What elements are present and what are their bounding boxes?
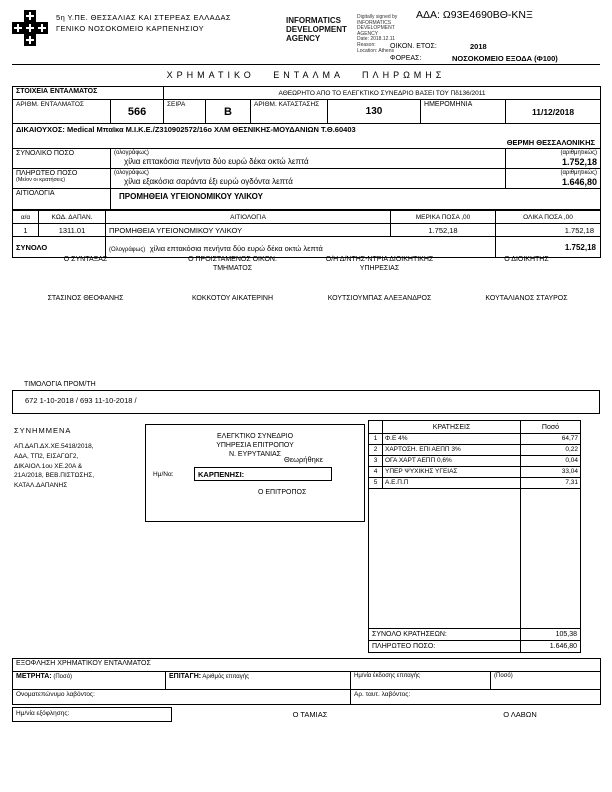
cash-amount-label: (Ποσό) (53, 674, 73, 680)
deductions-spacer-row (369, 489, 581, 629)
deductions-payable-row (369, 641, 581, 653)
fiscal-year-label: ΟΙΚΟΝ. ΕΤΟΣ: (390, 43, 437, 50)
audit-date-label: Ημ/Να: (153, 471, 174, 478)
deductions-spacer-amount-cell (521, 489, 581, 629)
deduction-no: 5 (369, 478, 383, 489)
deduction-no: 2 (369, 445, 383, 456)
total-amount-words-cell (111, 149, 506, 169)
signature-name: ΚΟΚΚΟΤΟΥ ΑΙΚΑΤΕΡΙΝΗ (191, 295, 274, 302)
item-aa: 1 (13, 224, 39, 237)
attachment-line: ΔΙΚΑΙΟΛ.1ου ΧΕ.20Α & (14, 462, 83, 470)
audit-office-line2: ΥΠΗΡΕΣΙΑ ΕΠΙΤΡΟΠΟΥ (216, 442, 294, 449)
total-amount-figures: 1.752,18 (561, 157, 598, 167)
audit-place-value: ΚΑΡΠΕΝΗΣΙ: (198, 470, 245, 479)
attachment-line: ΑΠ.ΔΑΠ.ΔΧ.ΧΕ.5418/2018, (14, 443, 94, 450)
deduction-label: Φ.Ε 4% (383, 434, 521, 445)
total-amount-words: χίλια επτακόσια πενήντα δύο ευρώ δέκα οκτώ λεπτά (124, 157, 309, 166)
beneficiary-label: ΔΙΚΑΙΟΥΧΟΣ: (16, 125, 65, 134)
deductions-table (368, 420, 581, 653)
organization-name-line1: 5η Υ.ΠΕ. ΘΕΣΣΑΛΙΑΣ ΚΑΙ ΣΤΕΡΕΑΣ ΕΛΛΑΔΑΣ (56, 13, 231, 22)
items-sum-amount: 1.752,18 (496, 237, 601, 258)
invoices-label: ΤΙΜΟΛΟΓΙΑ ΠΡΟΜ/ΤΗ (24, 381, 96, 388)
signature-detail-line: DEVELOPMENT AGENCY (357, 25, 395, 37)
payable-amount-figures-cell (506, 169, 601, 189)
items-header-total: ΟΛΙΚΑ ΠΟΣΑ ,00 (496, 211, 601, 224)
items-header-aa: α/α (13, 211, 39, 224)
deductions-total-value: 105,38 (521, 629, 581, 641)
organization-name-line2: ΓΕΝΙΚΟ ΝΟΣΟΚΟΜΕΙΟ ΚΑΡΠΕΝΗΣΙΟΥ (56, 24, 205, 33)
warrant-details-table (12, 86, 601, 210)
items-header-row (13, 211, 601, 224)
signature-column-admin-director (306, 256, 453, 302)
signature-column-governor (453, 256, 600, 302)
commissioner-label: Ο ΕΠΙΤΡΟΠΟΣ (258, 489, 307, 496)
payee-name-label: Ονοματεπώνυμο λαβόντος: (13, 690, 351, 705)
reason-value: ΠΡΟΜΗΘΕΙΑ ΥΓΕΙΟΝΟΜΙΚΟΥ ΥΛΙΚΟΥ (111, 189, 601, 210)
settlement-table (12, 658, 601, 705)
entity-label: ΦΟΡΕΑΣ: (390, 55, 422, 62)
deduction-label: Α.Ε.Π.Π (383, 478, 521, 489)
total-amount-figures-cell (506, 149, 601, 169)
attachment-line: ΚΑΤΑΛ.ΔΑΠΑΝΗΣ (14, 482, 68, 490)
fiscal-year-value: 2018 (470, 42, 487, 51)
payable-amount-figures: 1.646,80 (561, 177, 598, 187)
items-sum-words: χίλια επτακόσια πενήντα δύο ευρώ δέκα οκτώ λεπτά (149, 244, 323, 253)
deduction-label: ΥΠΕΡ ΨΥΧΙΚΗΣ ΥΓΕΙΑΣ (383, 467, 521, 478)
deduction-amount: 33,04 (521, 467, 581, 478)
deduction-row (369, 456, 581, 467)
beneficiary-city: ΘΕΡΜΗ ΘΕΣΣΑΛΟΝΙΚΗΣ (506, 138, 596, 147)
deduction-row (369, 467, 581, 478)
deduction-amount: 0,22 (521, 445, 581, 456)
in-words-label: (ολογράφως) (114, 170, 149, 176)
warrant-number-label: ΑΡΙΘΜ. ΕΝΤΑΛΜΑΤΟΣ (13, 100, 111, 124)
signature-title: Ο ΣΥΝΤΑΞΑΣ (63, 256, 108, 263)
ada-label: ΑΔΑ: (416, 9, 440, 21)
deductions-payable-value: 1.646,80 (521, 641, 581, 653)
in-figures-label: (αριθμητικώς) (560, 170, 598, 176)
signature-name: ΣΤΑΣΙΝΟΣ ΘΕΟΦΑΝΗΣ (47, 295, 124, 302)
items-header-reason: ΑΙΤΙΟΛΟΓΙΑ (106, 211, 391, 224)
series-label: ΣΕΙΡΑ (164, 100, 206, 124)
signature-title: Ο/Η Δ/ΝΤΗΣ-ΝΤΡΙΑ ΔΙΟΙΚΗΤΙΚΗΣ ΥΠΗΡΕΣΙΑΣ (325, 256, 434, 272)
payable-amount-words: χίλια εξακόσια σαράντα έξι ευρώ ογδόντα λεπτά (124, 177, 293, 186)
signature-title: Ο ΠΡΟΙΣΤΑΜΕΝΟΣ ΟΙΚΟΝ. ΤΜΗΜΑΤΟΣ (188, 256, 277, 272)
deductions-header: ΚΡΑΤΗΣΕΙΣ (383, 421, 521, 434)
digital-signature-agency: INFORMATICS DEVELOPMENT AGENCY (286, 16, 347, 43)
warrant-section-label: ΣΤΟΙΧΕΙΑ ΕΝΤΑΛΜΑΤΟΣ (13, 87, 164, 100)
deductions-amount-header: Ποσό (521, 421, 581, 434)
deduction-label: ΧΑΡΤΟΣΗ. ΕΠΙ ΑΕΠΠ 3% (383, 445, 521, 456)
signature-detail-line: Digitally signed by (357, 14, 398, 20)
signature-column-finance-head (159, 256, 306, 302)
audit-office-line3: Ν. ΕΥΡΥΤΑΝΙΑΣ (228, 451, 282, 458)
items-sum-words-cell (106, 237, 496, 258)
recipient-signature-label: Ο ΛΑΒΩΝ (503, 710, 537, 719)
deduction-row (369, 445, 581, 456)
items-header-code: ΚΩΔ. ΔΑΠΑΝ. (39, 211, 106, 224)
payable-amount-label-cell (13, 169, 111, 189)
attachment-line: 21Α/2018, ΒΕΒ.ΠΙΣΤΩΣΗΣ, (14, 472, 95, 480)
deductions-payable-label: ΠΛΗΡΩΤΕΟ ΠΟΣΟ: (369, 641, 521, 653)
payable-amount-words-cell (111, 169, 506, 189)
signature-title: Ο ΔΙΟΙΚΗΤΗΣ (504, 256, 549, 263)
attachments-block (14, 426, 142, 491)
settlement-title: ΕΞΟΦΛΗΣΗ ΧΡΗΜΑΤΙΚΟΥ ΕΝΤΑΛΜΑΤΟΣ (13, 659, 601, 672)
statement-number-value: 130 (328, 100, 421, 124)
audit-exemption-note: ΑΘΕΩΡΗΤΟ ΑΠΟ ΤΟ ΕΛΕΓΚΤΙΚΟ ΣΥΝΕΔΡΙΟ ΒΑΣΕΙ ΤΟΥ Πδ136/2011 (164, 87, 601, 100)
signature-name: ΚΟΥΤΣΙΟΥΜΠΑΣ ΑΛΕΞΑΝΔΡΟΣ (327, 295, 432, 302)
audit-office-box (145, 424, 365, 522)
cheque-number-label: Αριθμός επιταγής (202, 674, 249, 680)
deduction-label: ΟΓΑ ΧΑΡΤ ΑΕΠΠ 0,6% (383, 456, 521, 467)
invoices-box (12, 390, 600, 414)
signature-detail-line: Date: 2018.12.11 (357, 36, 395, 43)
deductions-total-label: ΣΥΝΟΛΟ ΚΡΑΤΗΣΕΩΝ: (369, 629, 521, 641)
attachments-list (14, 442, 142, 491)
total-amount-label: ΣΥΝΟΛΙΚΟ ΠΟΣΟ (13, 149, 111, 169)
in-figures-label: (αριθμητικώς) (560, 150, 598, 156)
items-sum-row (13, 237, 601, 258)
health-region-cross-logo (12, 8, 48, 48)
payable-amount-label: ΠΛΗΡΩΤΕΟ ΠΟΣΟ (16, 170, 78, 177)
deduction-amount: 7,31 (521, 478, 581, 489)
cheque-amount-label: (Ποσό) (491, 672, 601, 690)
ada-code (416, 9, 533, 21)
cheque-label: ΕΠΙΤΑΓΗ: (169, 673, 202, 680)
deduction-no: 3 (369, 456, 383, 467)
deduction-row (369, 478, 581, 489)
deductions-box (368, 420, 581, 653)
cash-label: ΜΕΤΡΗΤΑ: (16, 673, 52, 680)
signature-column-author (12, 256, 159, 302)
item-row (13, 224, 601, 237)
item-code: 1311.01 (39, 224, 106, 237)
settlement-date-field (12, 707, 172, 722)
date-label: ΗΜΕΡΟΜΗΝΙΑ (421, 100, 506, 124)
items-sum-label: ΣΥΝΟΛΟ (13, 237, 106, 258)
beneficiary-value: Medical Μπαϊκα Μ.Ι.Κ.Ε./Ζ310902572/16ο ΧΛΜ ΘΕΣΝΙΚΗΣ-ΜΟΥΔΑΝΙΩΝ Τ.Θ.60403 (66, 125, 356, 134)
deductions-header-row (369, 421, 581, 434)
item-reason: ΠΡΟΜΗΘΕΙΑ ΥΓΕΙΟΝΟΜΙΚΟΥ ΥΛΙΚΟΥ (106, 224, 391, 237)
expense-items-table (12, 210, 601, 258)
cashier-signature-label: Ο ΤΑΜΙΑΣ (292, 710, 328, 719)
invoices-value: 672 1-10-2018 / 693 11-10-2018 / (25, 396, 137, 405)
item-total-amount: 1.752,18 (496, 224, 601, 237)
series-value: Β (206, 100, 251, 124)
signature-name: ΚΟΥΤΑΛΙΑΝΟΣ ΣΤΑΥΡΟΣ (485, 295, 568, 302)
attachments-label: ΣΥΝΗΜΜΕΝΑ (14, 426, 72, 435)
payee-id-label: Αρ. ταυτ. λαβόντος: (351, 690, 601, 705)
deductions-no-header (369, 421, 383, 434)
settlement-date-label: Ημ/νία εξόφλησης: (16, 710, 70, 717)
item-partial-amount: 1.752,18 (391, 224, 496, 237)
deduction-amount: 64,77 (521, 434, 581, 445)
reason-label: ΑΙΤΙΟΛΟΓΙΑ (13, 189, 111, 210)
audit-office-line1: ΕΛΕΓΚΤΙΚΟ ΣΥΝΕΔΡΙΟ (216, 433, 294, 440)
in-words-label: (ολογράφως) (114, 150, 149, 156)
signature-detail-line: Location: Athens (357, 47, 394, 54)
signature-detail-line: Reason: (357, 41, 376, 48)
header-divider (12, 64, 600, 65)
date-value: 11/12/2018 (506, 100, 601, 124)
approved-label: Θεωρήθηκε (284, 455, 323, 464)
statement-number-label: ΑΡΙΘΜ. ΚΑΤΑΣΤΑΣΗΣ (251, 100, 328, 124)
warrant-number-value: 566 (111, 100, 164, 124)
entity-value: ΝΟΣΟΚΟΜΕΙΟ ΕΞΟΔΑ (Φ100) (452, 54, 558, 63)
signatures-block (12, 256, 600, 302)
document-title: ΧΡΗΜΑΤΙΚΟ ΕΝΤΑΛΜΑ ΠΛΗΡΩΜΗΣ (166, 70, 446, 80)
cheque-cell (166, 672, 351, 690)
cash-cell (13, 672, 166, 690)
deduction-amount: 0,04 (521, 456, 581, 467)
ada-value: Ω93Ε4690ΒΘ-ΚΝΞ (442, 9, 533, 21)
deduction-no: 4 (369, 467, 383, 478)
audit-place-field (194, 467, 332, 481)
deduction-row (369, 434, 581, 445)
deductions-spacer-cell (369, 489, 521, 629)
attachment-line: ΑΔΑ, ΤΠ2, ΕΙΣΑΓΩΓ2, (14, 452, 79, 460)
deductions-total-row (369, 629, 581, 641)
cheque-date-label: Ημ/νία έκδοσης επιταγής (351, 672, 491, 690)
signature-detail-line: INFORMATICS (357, 19, 392, 26)
deduction-no: 1 (369, 434, 383, 445)
beneficiary-cell (13, 124, 601, 149)
items-header-partial: ΜΕΡΙΚΑ ΠΟΣΑ ,00 (391, 211, 496, 224)
payable-amount-sublabel: (Μείον οι κρατήσεις) (16, 177, 66, 183)
sum-words-label: (Ολογράφως) (109, 247, 146, 253)
